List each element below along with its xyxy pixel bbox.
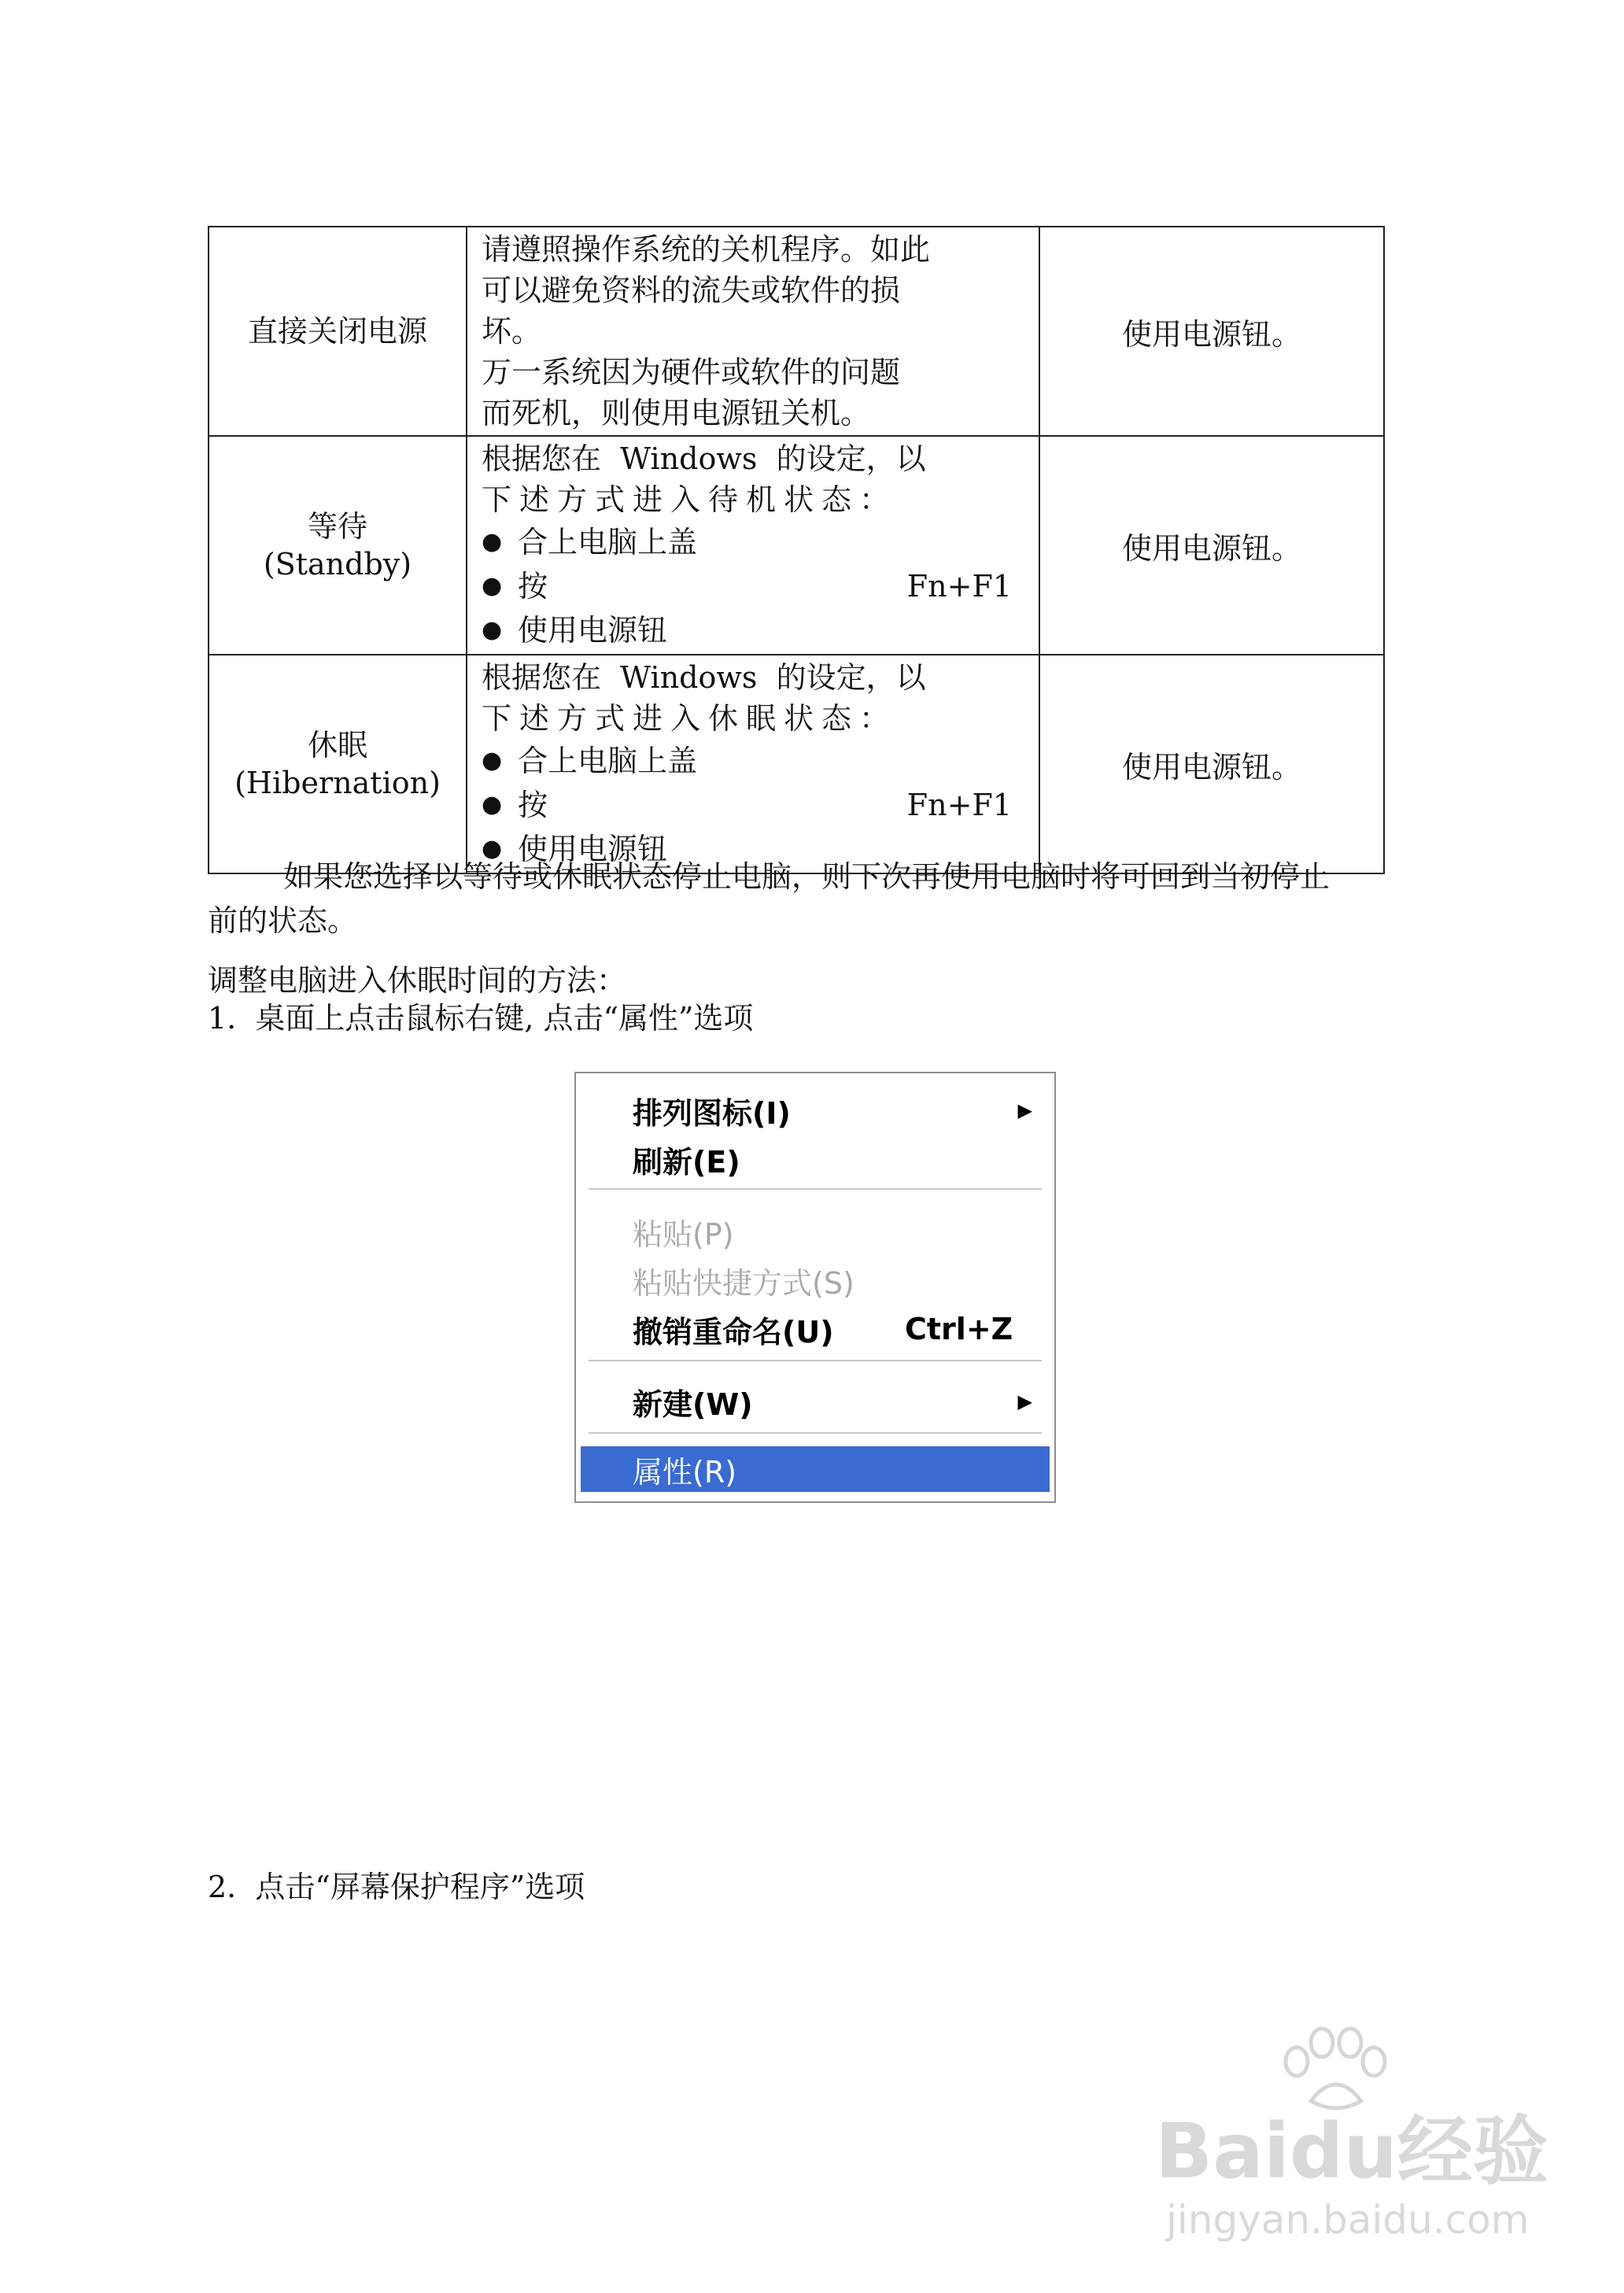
menu-item-paste-shortcut[interactable] <box>581 1257 1050 1303</box>
bullet-icon: ● <box>482 616 503 644</box>
bullet-icon: ● <box>482 835 503 862</box>
context-menu <box>574 1072 1056 1503</box>
list-item-text: 使用电源钮 <box>518 832 668 866</box>
action-cell <box>1039 655 1384 873</box>
list-item-text: 合上电脑上盖 <box>518 525 698 559</box>
body-paragraph-line: 前的状态。 <box>208 903 358 938</box>
submenu-arrow-icon: ▶ <box>1017 1390 1032 1412</box>
menu-item-label: 粘贴(P) <box>633 1217 734 1252</box>
description-line: 而死机，则使用电源钮关机。 <box>482 396 871 430</box>
list-item <box>482 739 1024 783</box>
bullet-icon: ● <box>482 747 503 774</box>
step-2: 2. 点击“屏幕保护程序”选项 <box>208 1870 585 1904</box>
list-item-text: 按 <box>518 569 548 604</box>
watermark-site: jingyan.baidu.com <box>1166 2197 1530 2243</box>
action-label: 使用电源钮。 <box>1121 749 1301 785</box>
action-cell <box>1039 227 1384 436</box>
action-cell <box>1039 436 1384 655</box>
table-row <box>209 436 1384 655</box>
menu-item-undo-rename[interactable] <box>581 1306 1050 1352</box>
menu-item-label: 刷新(E) <box>633 1144 740 1180</box>
action-label: 使用电源钮。 <box>1121 530 1301 566</box>
list-item-text: 使用电源钮 <box>518 613 668 648</box>
bullet-icon: ● <box>482 572 503 600</box>
watermark <box>1155 2022 1564 2258</box>
description-line: 万一系统因为硬件或软件的问题 <box>482 355 901 390</box>
list-item-text: 按 <box>518 788 548 822</box>
mode-english-label: (Standby) <box>263 547 412 582</box>
power-modes-table <box>208 226 1385 874</box>
description-cell <box>467 436 1039 655</box>
bullet-icon: ● <box>482 791 503 818</box>
list-item <box>482 564 1024 608</box>
menu-item-label: 排列图标(I) <box>633 1095 791 1131</box>
description-line: 根据您在 Windows 的设定，以 <box>482 660 926 695</box>
menu-separator <box>589 1432 1042 1434</box>
watermark-brand: Baidu经验 <box>1155 2107 1548 2195</box>
menu-item-new[interactable] <box>581 1379 1050 1424</box>
bullet-icon: ● <box>482 528 503 556</box>
action-label: 使用电源钮。 <box>1121 316 1301 352</box>
menu-item-label: 撤销重命名(U) <box>633 1314 834 1350</box>
description-line: 坏。 <box>482 314 542 349</box>
mode-english-label: (Hibernation) <box>234 766 441 800</box>
menu-item-label: 新建(W) <box>633 1387 753 1422</box>
menu-separator <box>589 1360 1042 1361</box>
menu-item-label: 属性(R) <box>633 1454 737 1490</box>
table-row <box>209 227 1384 436</box>
section-heading: 调整电脑进入休眠时间的方法： <box>208 963 627 998</box>
description-cell <box>467 227 1039 436</box>
table-row <box>209 655 1384 873</box>
menu-shortcut: Ctrl+Z <box>905 1312 1013 1346</box>
menu-item-arrange-icons[interactable] <box>581 1087 1050 1133</box>
menu-item-paste[interactable] <box>581 1209 1050 1254</box>
list-item-text: 合上电脑上盖 <box>518 744 698 778</box>
mode-cell <box>209 227 467 436</box>
description-line: 下述方式进入休眠状态： <box>482 701 898 736</box>
menu-separator <box>589 1188 1042 1190</box>
description-cell <box>467 655 1039 873</box>
mode-label: 休眠 <box>307 728 367 762</box>
mode-cell <box>209 655 467 873</box>
list-item <box>482 520 1024 564</box>
submenu-arrow-icon: ▶ <box>1017 1099 1032 1121</box>
list-item <box>482 608 1024 652</box>
mode-label: 直接关闭电源 <box>247 314 427 349</box>
step-1: 1. 桌面上点击鼠标右键, 点击“属性”选项 <box>208 1001 754 1036</box>
body-paragraph-line: 如果您选择以等待或休眠状态停止电脑，则下次再使用电脑时将可回到当初停止 <box>283 859 1331 894</box>
menu-item-refresh[interactable] <box>581 1136 1050 1182</box>
menu-item-properties[interactable] <box>581 1446 1050 1492</box>
key-combo: Fn+F1 <box>906 788 1012 822</box>
description-line: 可以避免资料的流失或软件的损 <box>482 273 901 308</box>
key-combo: Fn+F1 <box>906 569 1012 604</box>
description-line: 根据您在 Windows 的设定，以 <box>482 441 926 476</box>
list-item <box>482 783 1024 827</box>
description-line: 请遵照操作系统的关机程序。如此 <box>482 232 931 267</box>
description-line: 下述方式进入待机状态： <box>482 482 898 517</box>
menu-item-label: 粘贴快捷方式(S) <box>633 1265 854 1301</box>
mode-cell <box>209 436 467 655</box>
mode-label: 等待 <box>307 509 367 544</box>
